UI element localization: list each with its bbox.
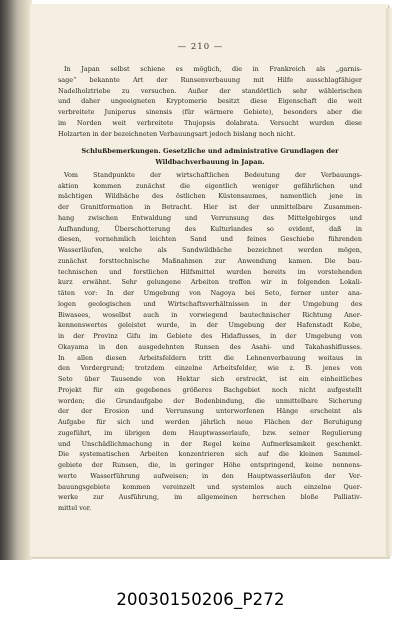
heading-line: Schlußbemerkungen. Gesetzliche und administrative Grundlagen der [81,147,339,156]
text-line: werke zur Ausführung, im allgemeinen herrschen bloße Palliativ- [58,493,362,502]
text-line: Okayama in den ausgedehnten Runsen des Asahi- und Takahashiflusses. [58,342,362,351]
text-line: In allen diesen Arbeitsfeldern tritt die Lehnenverbauung weitaus in [58,353,362,362]
text-line: mächtigen Wildbäche des östlichen Küstensaumes, namentlich jene in [58,192,362,201]
text-line: Die systematischen Arbeiten konzentrieren sich auf die kleinen Sammel- [58,450,362,459]
text-line: mittel vor. [58,504,92,512]
text-line: technischen und forstlichen Hilfsmittel wurden bereits im vorstehenden [58,267,362,276]
page-fore-edge [386,8,392,556]
text-line: Nadelholztriebe zu versuchen. Außer der standörtlich sehr wählerischen [58,86,362,95]
text-line: kennenswertes geleistet wurde, in der Umgebung der Hafenstadt Kobe, [58,321,362,330]
text-line: Aufgabe für sich und werden jährlich neue Flächen der Beruhigung [58,418,362,426]
text-line: logen geologischen und Wirtschaftsverhältnissen in der Umgebung des [58,299,362,308]
text-line: hang zwischen Entwaldung und Verrunsung des Mittelgebirges und [58,213,362,222]
text-line: verbreitete Juniperus sinensis (für wärmere Gebiete), besonders aber die [58,108,362,116]
text-line: diesen, vornehmlich leichten Sand und feines Geschiebe führenden [58,235,362,244]
text-line: Holzarten in der bezeichneten Verbauungsart jedoch bislang noch nicht. [58,129,296,138]
text-line: und daher ungeeigneten Kryptomerie besitzt diese Eigenschaft die weit [58,97,362,106]
image-caption: 20030150206_P272 [116,590,285,609]
text-line: kurz erwähnt. Sehr gelungene Arbeiten treffen wir in folgenden Lokali- [58,278,362,287]
text-line: zugeführt, im übrigen dem Hauptwasserlaufe, bzw. seiner Regulierung [58,428,362,437]
paragraph-main [58,170,362,514]
text-line: Projekt für ein gegebenes größeres Bachgebiet noch nicht aufgestellt [58,385,362,394]
text-line: bauungsgebiete kommen vereinzelt und systemlos auch einzelne Quer- [58,482,362,491]
heading-line: Wildbachverbauung in Japan. [155,158,265,166]
text-line: sage“ bekannte Art der Runsenverbauung mit Hilfe ausschlagfähiger [58,75,362,84]
text-line: im Norden weit verbreitete Thujopsis dolabrata. Versucht wurden diese [58,118,362,127]
text-line: täten vor: In der Umgebung von Nagoya bei Seto, ferner unter ana- [58,289,362,297]
section-heading [58,146,362,168]
text-line: der Granitformation in Betracht. Hier ist der unmittelbare Zusammen- [58,203,362,211]
page-text [58,64,362,514]
text-line: und Unschädlichmachung in der Regel keine Aufmerksamkeit geschenkt. [58,439,362,448]
text-line: worden; die Grundaufgabe der Bodenbindung, die unmittelbare Sicherung [58,396,362,405]
text-line: aktion kommen zunächst die eigentlich weniger gefährlichen und [58,181,362,190]
text-line: in der Provinz Gifu im Gebiete des Hidaflusses, in der Umgebung von [58,332,362,340]
text-line: In Japan selbst schiene es möglich, die in Frankreich als „garnis- [64,65,362,73]
text-line: gebiete der Runsen, die, in geringer Höhe entspringend, keine nennens- [58,461,362,469]
text-line: der der Erosion und Verrunsung unterworfenen Hänge erscheint als [58,407,362,416]
text-line: Biwasees, woselbst auch in vorwiegend bautechnischer Richtung Aner- [58,310,362,319]
book-spine [0,0,24,560]
text-line: Seto über Tausende von Hektar sich erstreckt, ist ein einheitliches [58,375,362,383]
text-line: den Vordergrund; trotzdem einzelne Arbeitsfelder, wie z. B. jenes von [58,364,362,373]
text-line: Aufhandung, Überschotterung des Kulturlandes so evident, daß in [58,224,362,233]
page-number: — 210 — [177,42,224,52]
text-line: Wasserläufen, welche als Sandwildbäche bezeichnet werden mögen, [58,246,362,254]
text-line: Vom Standpunkte der wirtschaftlichen Bedeutung der Verbauungs- [64,170,362,179]
text-line: werte Wasserführung aufweisen; in den Hauptwasserläufen der Ver- [58,471,362,480]
paragraph-intro [58,64,362,139]
text-line: zunächst forsttechnische Maßnahmen zur Anwendung kamen. Die bau- [58,256,362,265]
